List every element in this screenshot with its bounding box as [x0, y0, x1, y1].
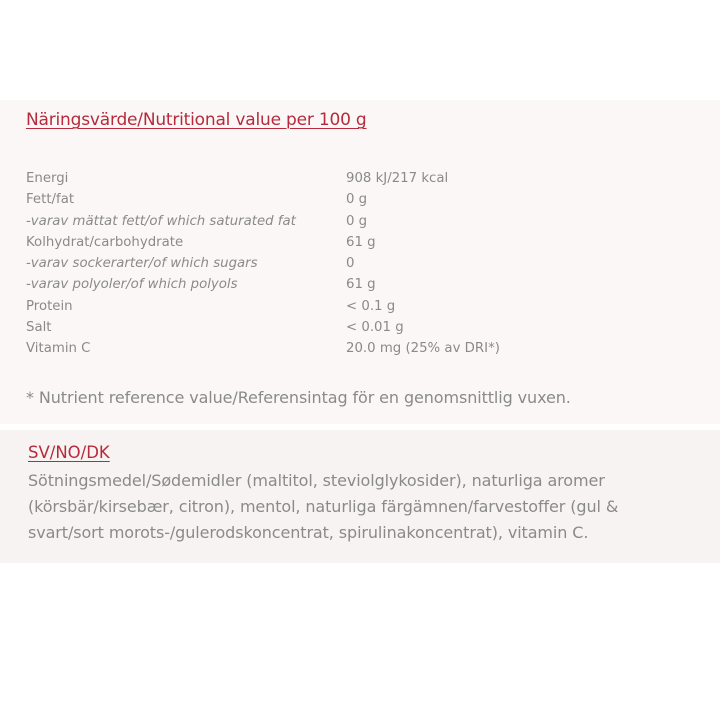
- row-label: Energi: [26, 171, 69, 186]
- nutrition-row-polyols: [26, 274, 686, 295]
- nutrition-row-sugars: [26, 253, 686, 274]
- ingredients-text: [28, 468, 708, 546]
- row-value: 0 g: [346, 192, 368, 208]
- row-label: Vitamin C: [26, 341, 91, 357]
- row-value: 908 kJ/217 kcal: [346, 171, 449, 186]
- nutrition-row-carbohydrate: [26, 232, 686, 253]
- row-value: 61 g: [346, 277, 376, 293]
- row-label: -varav mättat fett/of which saturated fat: [26, 213, 296, 229]
- ingredients-line: svart/sort morots-/gulerodskoncentrat, spirulinakoncentrat), vitamin C.: [28, 523, 589, 542]
- row-label: Kolhydrat/carbohydrate: [26, 234, 184, 250]
- nutrition-heading: Näringsvärde/Nutritional value per 100 g: [26, 110, 367, 130]
- nutrition-row-energy: [26, 168, 686, 189]
- row-value: 20.0 mg (25% av DRI*): [346, 341, 500, 357]
- row-label: Protein: [26, 298, 73, 314]
- row-value: 61 g: [346, 234, 376, 250]
- row-value: < 0.01 g: [346, 320, 404, 336]
- nutrition-row-fat: [26, 189, 686, 210]
- row-value: 0: [346, 256, 355, 272]
- nutrition-table: [26, 168, 686, 360]
- ingredients-line: Sötningsmedel/Sødemidler (maltitol, steviolglykosider), naturliga aromer: [28, 471, 605, 490]
- row-label: Salt: [26, 320, 52, 336]
- row-label: -varav polyoler/of which polyols: [26, 277, 238, 293]
- language-heading: SV/NO/DK: [28, 443, 110, 462]
- nutrition-row-vitamin-c: [26, 338, 686, 359]
- reference-footnote: * Nutrient reference value/Referensintag för en genomsnittlig vuxen.: [26, 388, 571, 407]
- nutrition-row-saturated-fat: [26, 211, 686, 232]
- ingredients-line: (körsbär/kirsebær, citron), mentol, naturliga färgämnen/farvestoffer (gul &: [28, 497, 619, 516]
- nutrition-row-salt: [26, 317, 686, 338]
- row-label: -varav sockerarter/of which sugars: [26, 256, 258, 272]
- row-value: < 0.1 g: [346, 298, 396, 314]
- row-value: 0 g: [346, 213, 368, 229]
- nutrition-row-protein: [26, 296, 686, 317]
- row-label: Fett/fat: [26, 192, 75, 208]
